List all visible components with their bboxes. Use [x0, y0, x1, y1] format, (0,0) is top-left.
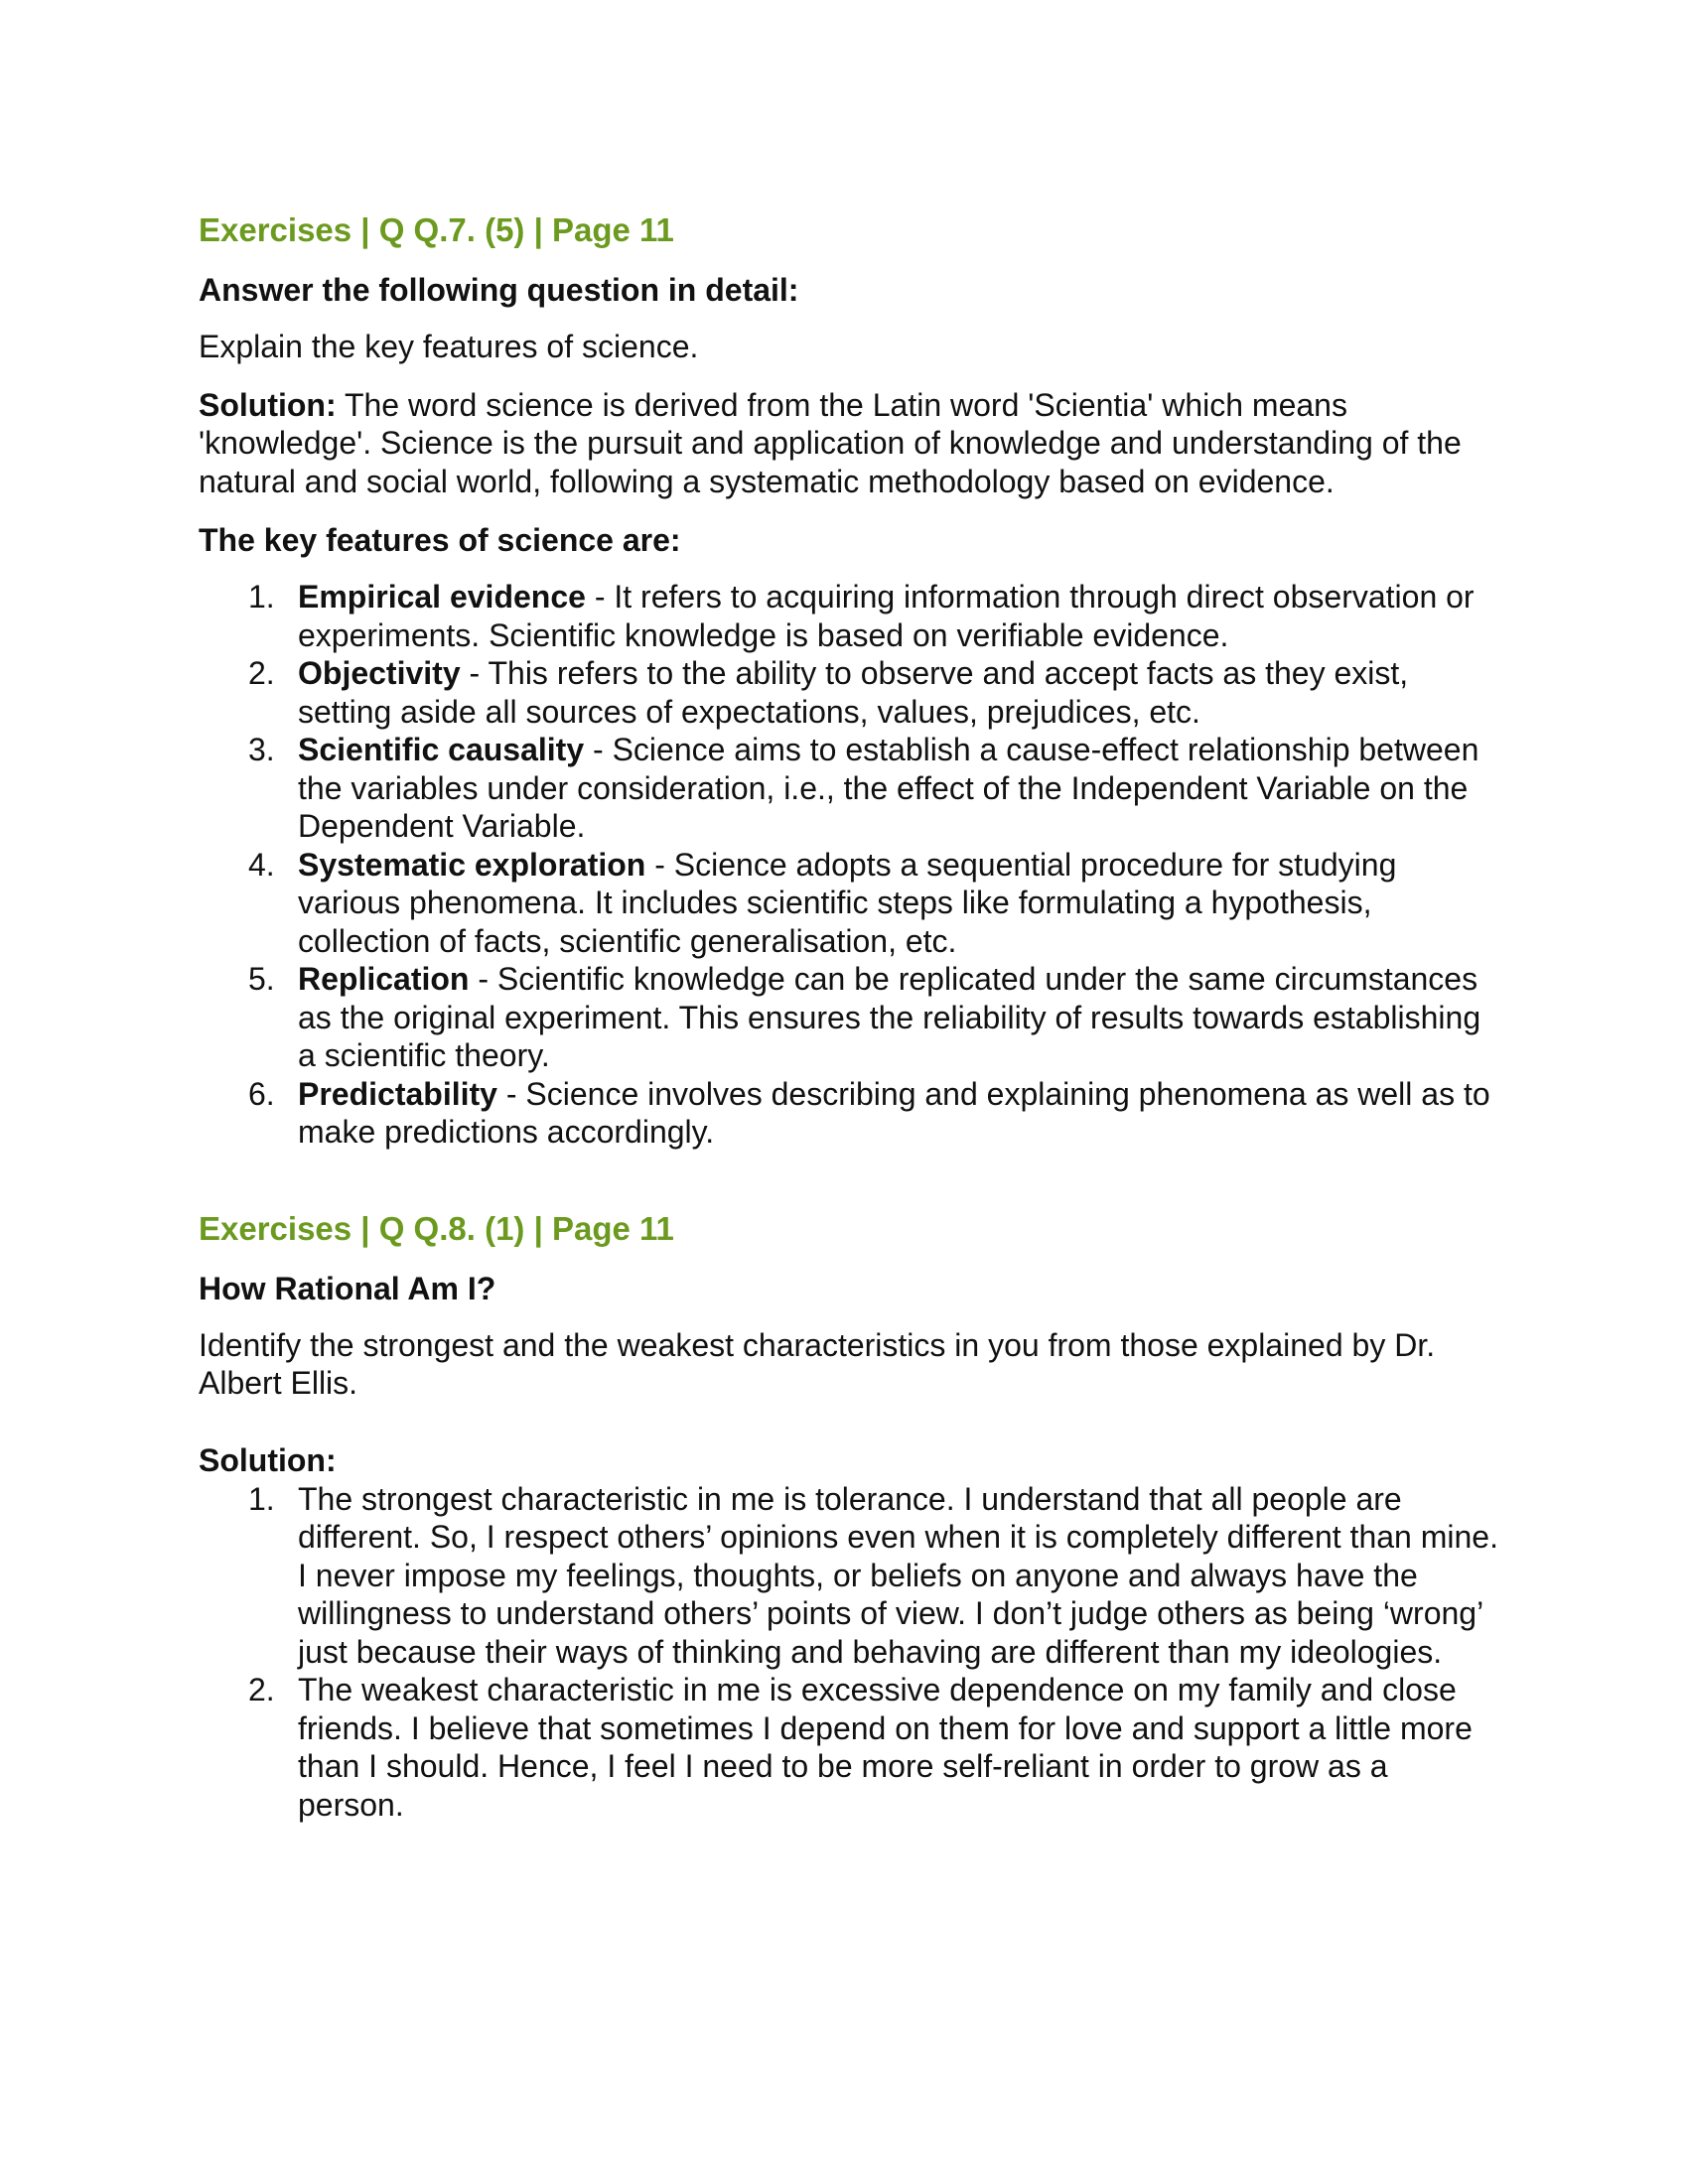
paragraph-spacer	[199, 1423, 1499, 1440]
item-number: 1.	[248, 579, 275, 614]
item-term: Replication	[298, 961, 470, 997]
list-item	[199, 1671, 1499, 1824]
document-page	[199, 210, 1499, 1824]
list-item	[199, 578, 1499, 654]
item-text: - Scientific knowledge can be replicated under the same circumstances as the original experiment. This ensures the reliability of results towards establishing a scientific theory.	[298, 961, 1481, 1073]
item-text: - Science involves describing and explaining phenomena as well as to make predictions accordingly.	[298, 1075, 1490, 1150]
solution-label: Solution:	[199, 386, 337, 423]
question-text: Identify the strongest and the weakest characteristics in you from those explained by Dr. Albert Ellis.	[199, 1326, 1436, 1401]
item-number: 3.	[248, 732, 275, 767]
item-text: - Science adopts a sequential procedure for studying various phenomena. It includes scientific steps like formulating a hypothesis, collection of facts, scientific generalisation, etc.	[298, 846, 1397, 959]
item-text: - This refers to the ability to observe and accept facts as they exist, setting aside all sources of expectations, values, prejudices, etc.	[298, 655, 1409, 730]
section-q7	[199, 210, 1499, 1152]
list-item	[199, 846, 1499, 961]
list-item	[199, 960, 1499, 1075]
solution-text: The word science is derived from the Latin word 'Scientia' which means 'knowledge'. Science is the pursuit and application of knowledge and understanding of the natural and social world, following a systematic methodology based on evidence.	[199, 386, 1462, 499]
section-heading: Exercises | Q Q.7. (5) | Page 11	[199, 211, 674, 248]
item-term: Systematic exploration	[298, 846, 646, 883]
item-term: Empirical evidence	[298, 579, 586, 614]
solution-list	[199, 1480, 1499, 1825]
item-term: Predictability	[298, 1075, 497, 1112]
section-spacer	[199, 1152, 1499, 1209]
item-term: Scientific causality	[298, 732, 585, 767]
item-text: The weakest characteristic in me is excessive dependence on my family and close friends. I believe that sometimes I depend on them for love and support a little more than I should. Hence, I feel I need to be more self-reliant in order to grow as a person.	[298, 1672, 1473, 1823]
item-number: 6.	[248, 1075, 275, 1112]
question-instruction: How Rational Am I?	[199, 1270, 496, 1306]
question-instruction: Answer the following question in detail:	[199, 272, 799, 308]
features-list	[199, 578, 1499, 1152]
item-text: - It refers to acquiring information through direct observation or experiments. Scientific knowledge is based on verifiable evidence.	[298, 579, 1475, 653]
item-number: 4.	[248, 846, 275, 883]
item-text: The strongest characteristic in me is tolerance. I understand that all people are different. So, I respect others’ opinions even when it is completely different than mine. I never impose my feelings, thoughts, or beliefs on anyone and always have the willingness to understand others’ points of view. I don’t judge others as being ‘wrong’ just because their ways of thinking and behaving are different than my ideologies.	[298, 1480, 1498, 1670]
item-text: - Science aims to establish a cause-effect relationship between the variables under consideration, i.e., the effect of the Independent Variable on the Dependent Variable.	[298, 732, 1479, 844]
section-q8	[199, 1209, 1499, 1825]
item-number: 5.	[248, 961, 275, 997]
item-number: 2.	[248, 1672, 275, 1707]
item-term: Objectivity	[298, 655, 461, 691]
list-item	[199, 1075, 1499, 1152]
list-item	[199, 731, 1499, 846]
item-number: 1.	[248, 1480, 275, 1517]
solution-label: Solution:	[199, 1441, 337, 1478]
item-number: 2.	[248, 655, 275, 691]
section-heading: Exercises | Q Q.8. (1) | Page 11	[199, 1209, 674, 1247]
list-item	[199, 654, 1499, 731]
solution-paragraph	[199, 386, 1499, 501]
list-item	[199, 1480, 1499, 1672]
question-text: Explain the key features of science.	[199, 329, 699, 364]
features-heading: The key features of science are:	[199, 522, 681, 558]
